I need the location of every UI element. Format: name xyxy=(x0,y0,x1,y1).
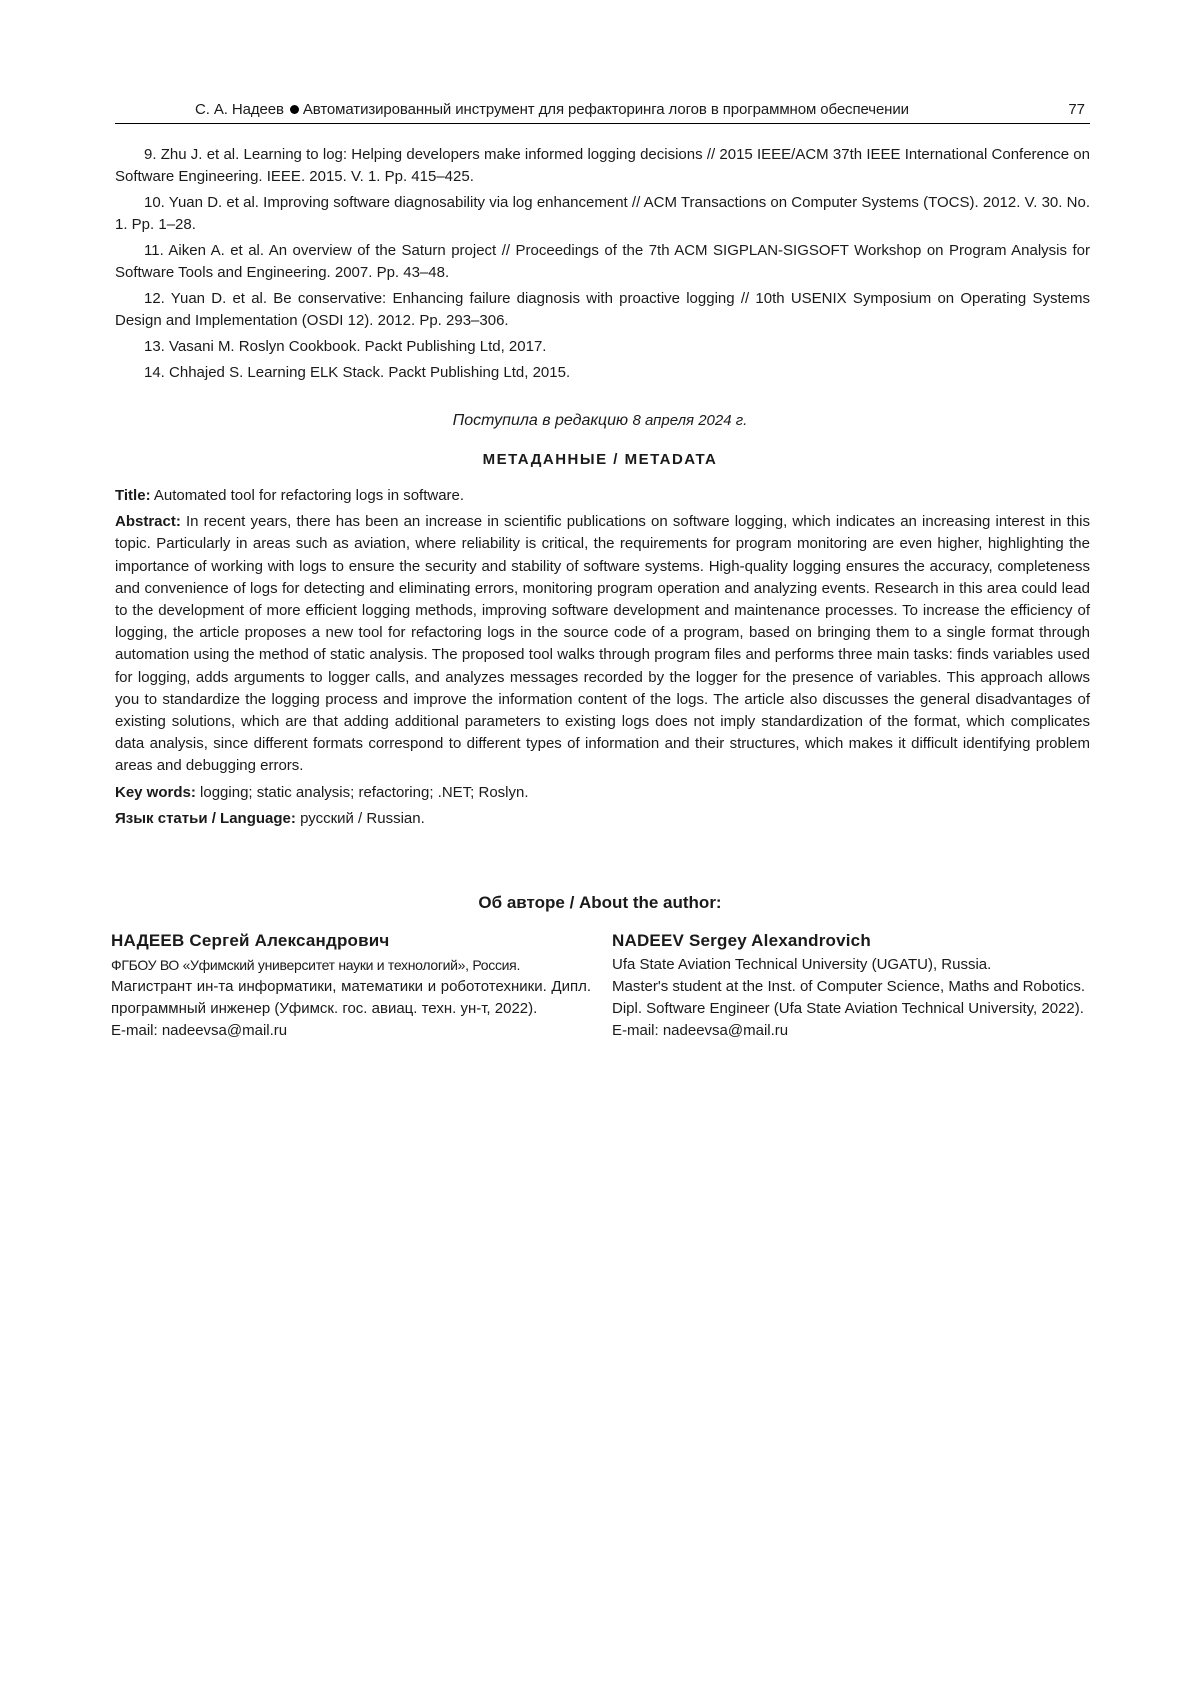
metadata-abstract xyxy=(115,511,1090,777)
keywords-value: logging; static analysis; refactoring; .NET; Roslyn. xyxy=(200,784,528,801)
keywords-label: Key words: xyxy=(115,784,196,801)
author-org-en: Ufa State Aviation Technical University (UGATU), Russia. xyxy=(612,954,1092,976)
title-value: Automated tool for refactoring logs in software. xyxy=(154,487,464,504)
title-label: Title: xyxy=(115,487,151,504)
received-date-line xyxy=(0,412,1200,430)
author-info-russian xyxy=(111,930,591,1042)
running-header xyxy=(115,99,1090,124)
reference-item: 12. Yuan D. et al. Be conservative: Enhancing failure diagnosis with proactive logging // 10th USENIX Symposium on Operating Systems Design and Implementation (OSDI 12). 2012. Pp. 293–306. xyxy=(115,288,1090,332)
received-label: Поступила в редакцию xyxy=(453,412,628,429)
bullet-icon xyxy=(290,105,299,114)
page-number: 77 xyxy=(1068,101,1085,118)
author-email-en: E-mail: nadeevsa@mail.ru xyxy=(612,1020,1092,1042)
metadata-keywords xyxy=(115,782,1090,804)
reference-item: 9. Zhu J. et al. Learning to log: Helping developers make informed logging decisions // 2015 IEEE/ACM 37th IEEE International Conference on Software Engineering. IEEE. 2015. V. 1. Pp. 415–425. xyxy=(115,144,1090,188)
reference-item: 10. Yuan D. et al. Improving software diagnosability via log enhancement // ACM Transactions on Computer Systems (TOCS). 2012. V. 30. No. 1. Pp. 1–28. xyxy=(115,192,1090,236)
header-title-line xyxy=(195,101,909,118)
header-article-title: Автоматизированный инструмент для рефакторинга логов в программном обеспечении xyxy=(303,101,909,118)
header-author: С. А. Надеев xyxy=(195,101,284,118)
metadata-section xyxy=(115,485,1090,834)
abstract-label: Abstract: xyxy=(115,513,181,530)
language-label: Язык статьи / Language: xyxy=(115,810,296,827)
author-email-ru: E-mail: nadeevsa@mail.ru xyxy=(111,1020,591,1042)
reference-list xyxy=(115,144,1090,388)
reference-item: 11. Aiken A. et al. An overview of the Saturn project // Proceedings of the 7th ACM SIGPLAN-SIGSOFT Workshop on Program Analysis for Software Tools and Engineering. 2007. Pp. 43–48. xyxy=(115,240,1090,284)
received-date: 8 апреля 2024 г. xyxy=(632,412,747,429)
metadata-heading: МЕТАДАННЫЕ / METADATA xyxy=(0,451,1200,468)
language-value: русский / Russian. xyxy=(300,810,425,827)
reference-item: 14. Chhajed S. Learning ELK Stack. Packt Publishing Ltd, 2015. xyxy=(115,362,1090,384)
reference-item: 13. Vasani M. Roslyn Cookbook. Packt Publishing Ltd, 2017. xyxy=(115,336,1090,358)
about-author-heading: Об авторе / About the author: xyxy=(0,893,1200,913)
author-info-english xyxy=(612,930,1092,1042)
metadata-title xyxy=(115,485,1090,507)
author-name-ru: НАДЕЕВ Сергей Александрович xyxy=(111,930,591,952)
abstract-value: In recent years, there has been an increase in scientific publications on software logging, which indicates an increasing interest in this topic. Particularly in areas such as aviation, where reliability is critical, the requirements for program monitoring are even higher, highlighting the importance of working with logs to ensure the security and stability of software systems. High-quality logging ensures the accuracy, completeness and convenience of logs for detecting and eliminating errors, monitoring program operation and analyzing events. Research in this area could lead to the development of more efficient logging methods, improving software development and maintenance processes. To increase the efficiency of logging, the article proposes a new tool for refactoring logs in the source code of a program, based on bringing them to a single format through automation using the method of static analysis. The proposed tool walks through program files and performs three main tasks: finds variables used for logging, adds arguments to logger calls, and analyzes messages recorded by the logger for the presence of variables. This approach allows you to standardize the logging process and improve the information content of the logs. The article also discusses the general disadvantages of existing solutions, which are that adding additional parameters to existing logs does not imply standardization of the format, which complicates data analysis, since different formats correspond to different types of information and their structures, which makes it difficult identifying problem areas and debugging errors. xyxy=(115,513,1090,774)
author-org-ru: ФГБОУ ВО «Уфимский университет науки и технологий», Россия. xyxy=(111,954,591,976)
author-description-ru: Магистрант ин-та информатики, математики и робототехники. Дипл. программный инженер (Уфимск. гос. авиац. техн. ун-т, 2022). xyxy=(111,976,591,1020)
metadata-language xyxy=(115,808,1090,830)
author-description-en: Master's student at the Inst. of Computer Science, Maths and Robotics. Dipl. Software Engineer (Ufa State Aviation Technical University, 2022). xyxy=(612,976,1092,1020)
author-name-en: NADEEV Sergey Alexandrovich xyxy=(612,930,1092,952)
journal-page xyxy=(0,0,1200,1697)
